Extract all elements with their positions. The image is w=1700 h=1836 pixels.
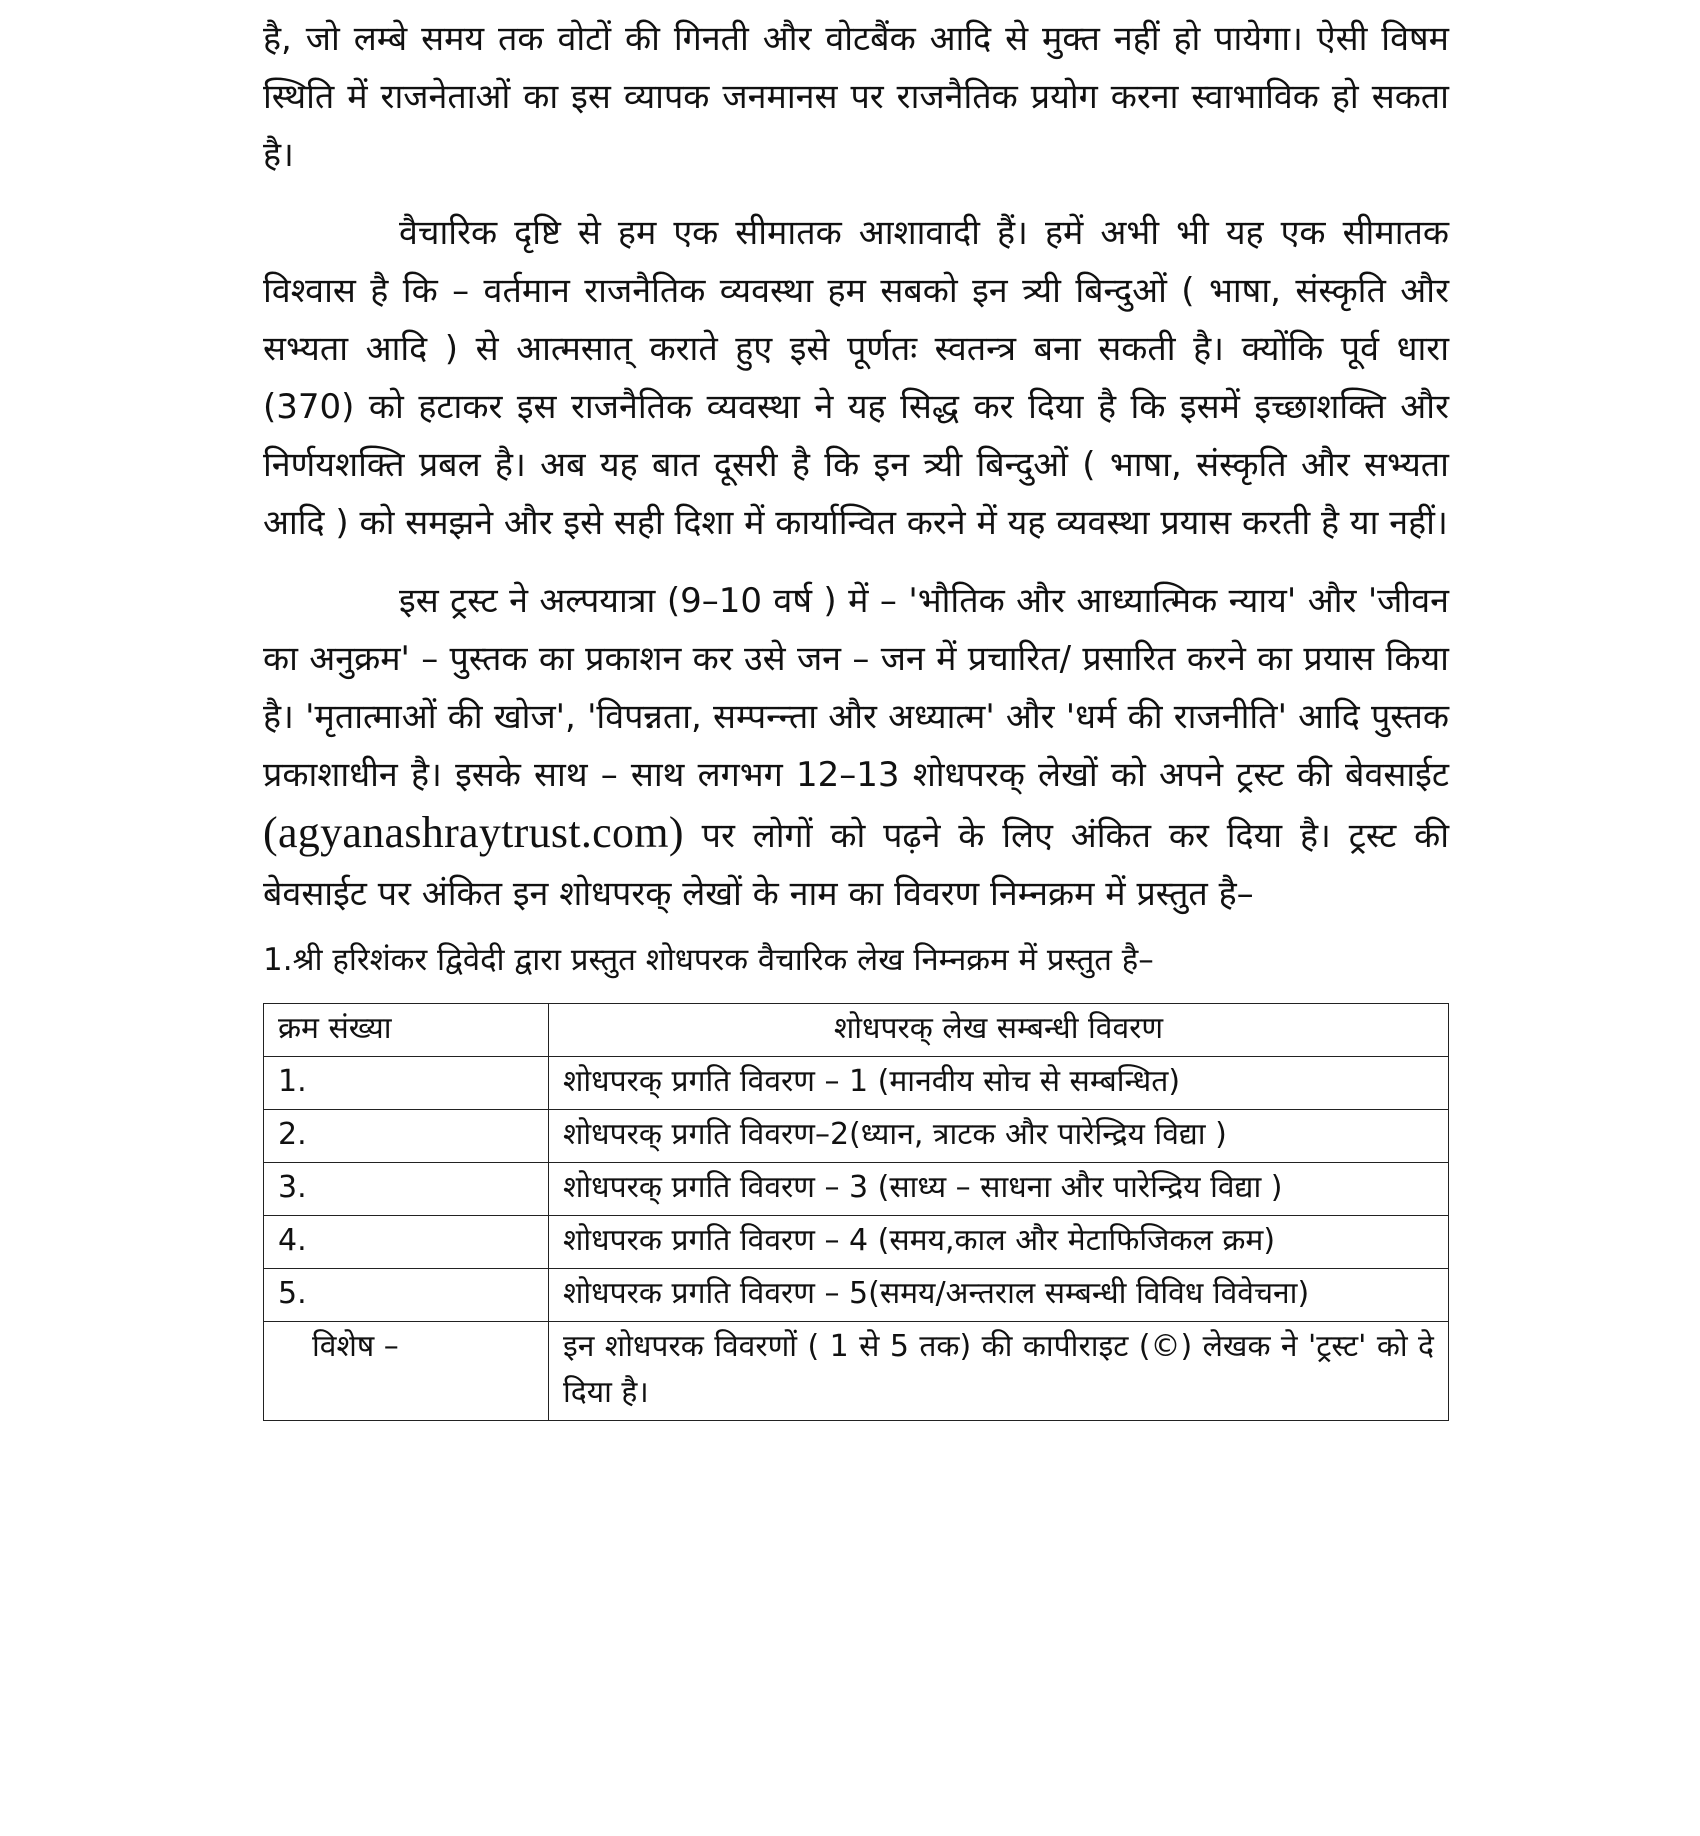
table-row xyxy=(264,1110,1449,1163)
header-description: शोधपरक् लेख सम्बन्धी विवरण xyxy=(549,1004,1449,1057)
table-header-row xyxy=(264,1004,1449,1057)
paragraph-gap xyxy=(263,552,1449,572)
row-description: शोधपरक् प्रगति विवरण–2(ध्यान, त्राटक और पारेन्द्रिय विद्या ) xyxy=(549,1110,1449,1163)
row-description: शोधपरक् प्रगति विवरण – 1 (मानवीय सोच से सम्बन्धित) xyxy=(549,1057,1449,1110)
website-text: (agyanashraytrust.com) xyxy=(263,808,684,857)
table-row xyxy=(264,1057,1449,1110)
paragraph-gap xyxy=(263,184,1449,204)
paragraph-2: वैचारिक दृष्टि से हम एक सीमातक आशावादी हैं। हमें अभी भी यह एक सीमातक विश्वास है कि – वर्तमान राजनैतिक व्यवस्था हम सबको इन त्र्यी बिन्दुओं ( भाषा, संस्कृति और सभ्यता आदि ) से आत्मसात् कराते हुए इसे पूर्णतः स्वतन्त्र बना सकती है। क्योंकि पूर्व धारा (370) को हटाकर इस राजनैतिक व्यवस्था ने यह सिद्ध कर दिया है कि इसमें इच्छाशक्ति और निर्णयशक्ति प्रबल है। अब यह बात दूसरी है कि इन त्र्यी बिन्दुओं ( भाषा, संस्कृति और सभ्यता आदि ) को समझने और इसे सही दिशा में कार्यान्वित करने में यह व्यवस्था प्रयास करती है या नहीं। xyxy=(263,213,1449,543)
special-description: इन शोधपरक विवरणों ( 1 से 5 तक) की कापीराइट (©) लेखक ने 'ट्रस्ट' को दे दिया है। xyxy=(549,1322,1449,1421)
table-row xyxy=(264,1216,1449,1269)
row-description: शोधपरक् प्रगति विवरण – 3 (साध्य – साधना और पारेन्द्रिय विद्या ) xyxy=(549,1163,1449,1216)
table-row xyxy=(264,1269,1449,1322)
table-row-special xyxy=(264,1322,1449,1421)
table-row xyxy=(264,1163,1449,1216)
row-number: 2. xyxy=(264,1110,549,1163)
intro-line: 1.श्री हरिशंकर द्विवेदी द्वारा प्रस्तुत शोधपरक वैचारिक लेख निम्नक्रम में प्रस्तुत है– xyxy=(263,942,1154,978)
articles-table xyxy=(263,1003,1449,1421)
trust-text-before-site: इस ट्रस्ट ने अल्पयात्रा (9–10 वर्ष ) में – 'भौतिक और आध्यात्मिक न्याय' और 'जीवन का अनुक्रम' – पुस्तक का प्रकाशन कर उसे जन – जन में प्रचारित/ प्रसारित करने का प्रयास किया है। 'मृतात्माओं की खोज', 'विपन्नता, सम्पन्न्ता और अध्यात्म' और 'धर्म की राजनीति' आदि पुस्तक प्रकाशाधीन है। इसके साथ – साथ लगभग 12–13 शोधपरक् लेखों को अपने ट्रस्ट की बेवसाईट xyxy=(263,581,1449,795)
row-number: 3. xyxy=(264,1163,549,1216)
row-description: शोधपरक प्रगति विवरण – 4 (समय,काल और मेटाफिजिकल क्रम) xyxy=(549,1216,1449,1269)
row-description: शोधपरक प्रगति विवरण – 5(समय/अन्तराल सम्बन्धी विविध विवेचना) xyxy=(549,1269,1449,1322)
row-number: 1. xyxy=(264,1057,549,1110)
row-number: 4. xyxy=(264,1216,549,1269)
row-number: 5. xyxy=(264,1269,549,1322)
paragraph-1: है, जो लम्बे समय तक वोटों की गिनती और वोटबैंक आदि से मुक्त नहीं हो पायेगा। ऐसी विषम स्थिति में राजनेताओं का इस व्यापक जनमानस पर राजनैतिक प्रयोग करना स्वाभाविक हो सकता है। xyxy=(263,19,1449,175)
document-page xyxy=(263,10,1449,1421)
special-label: विशेष – xyxy=(264,1322,549,1421)
trust-text-after-site: पर लोगों को पढ़ने के लिए अंकित कर दिया है। ट्रस्ट की बेवसाईट पर अंकित इन शोधपरक् लेखों के नाम का विवरण निम्नक्रम में प्रस्तुत है– xyxy=(263,816,1449,914)
header-serial-number: क्रम संख्या xyxy=(264,1004,549,1057)
paragraph-3 xyxy=(263,572,1449,923)
